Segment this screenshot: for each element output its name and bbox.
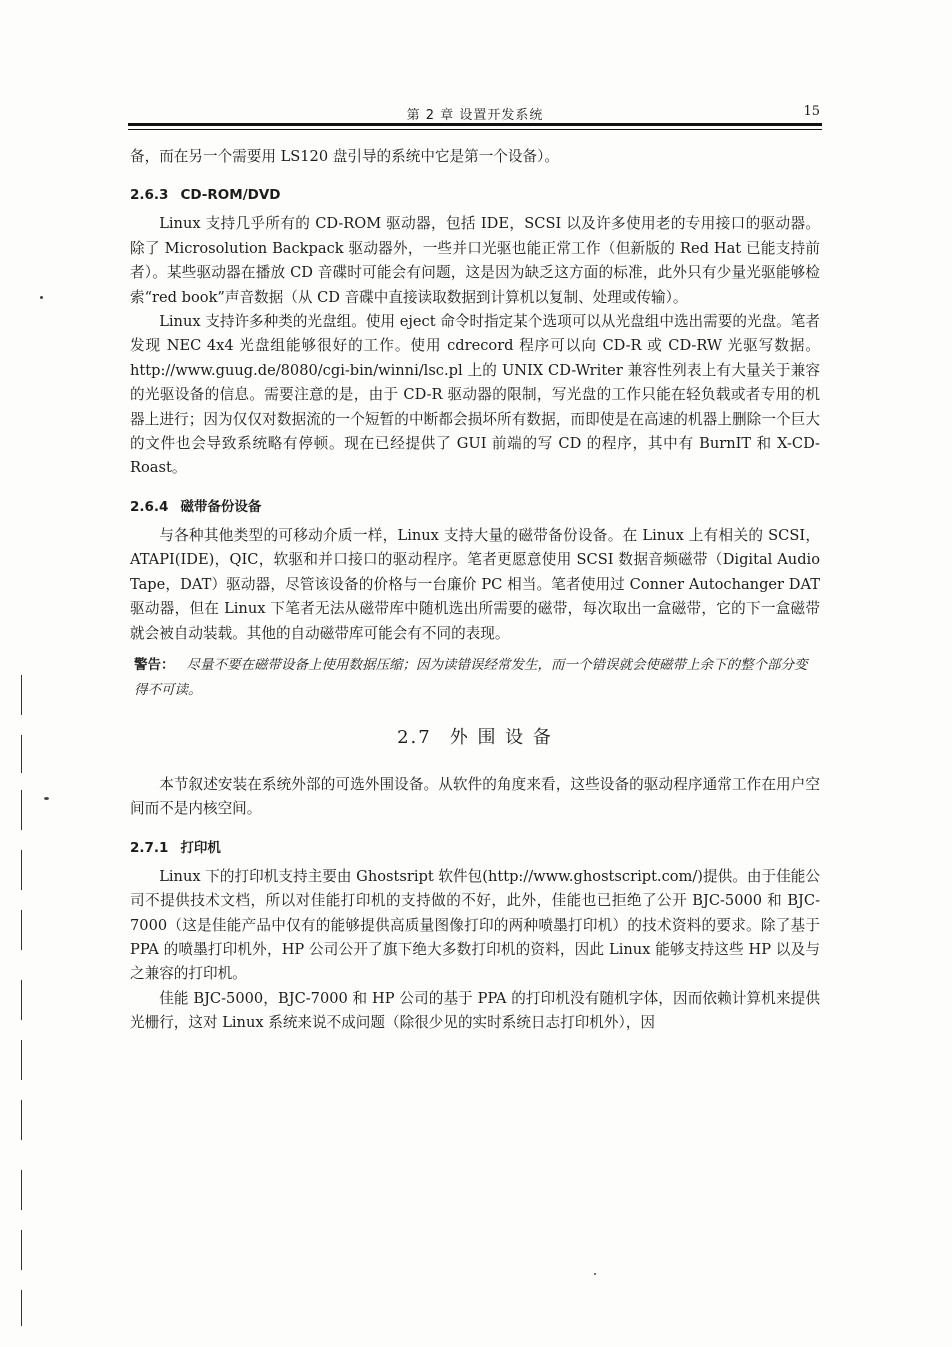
section-heading-2-7-1 — [130, 838, 820, 858]
paragraph: Linux 下的打印机支持主要由 Ghostsript 软件包(http://www.ghostscript.com/)提供。由于佳能公司不提供技术文档，所以对佳能打印机的支持做的不好，此外，佳能也已拒绝了公开 BJC-5000 和 BJC-7000（这是佳能产品中仅有的能够提供高质量图像打印的两种喷墨打印机）的技术资料的要求。除了基于 PPA 的喷墨打印机外，HP 公司公开了旗下绝大多数打印机的资料，因此 Linux 能够支持这些 HP 以及与之兼容的打印机。 — [130, 867, 820, 983]
margin-mark — [21, 790, 22, 830]
paragraph-continued: 备，而在另一个需要用 LS120 盘引导的系统中它是第一个设备）。 — [130, 148, 559, 165]
section-heading-2-6-4 — [130, 497, 820, 517]
section-heading-2-6-3 — [130, 185, 820, 205]
section-number: 2.6.3 — [130, 187, 169, 204]
warning-text: 尽量不要在磁带设备上使用数据压缩；因为读错误经常发生，而一个错误就会使磁带上余下的整个部分变得不可读。 — [134, 656, 808, 698]
paragraph: 本节叙述安装在系统外部的可选外围设备。从软件的角度来看，这些设备的驱动程序通常工作在用户空间而不是内核空间。 — [130, 775, 820, 818]
page-number: 15 — [803, 104, 820, 119]
section-number: 2.7.1 — [130, 839, 169, 856]
margin-mark — [21, 735, 22, 773]
margin-mark — [21, 1290, 22, 1326]
section-title: 磁带备份设备 — [180, 498, 262, 515]
warning-label: 警告： — [134, 656, 175, 673]
section-title: CD-ROM/DVD — [180, 187, 281, 204]
paragraph: 与各种其他类型的可移动介质一样，Linux 支持大量的磁带备份设备。在 Linux 上有相关的 SCSI，ATAPI(IDE)，QIC，软驱和并口接口的驱动程序。笔者更愿意使用 SCSI 数据音频磁带（Digital Audio Tape，DAT）驱动器，尽管该设备的价格与一台廉价 PC 相当。笔者使用过 Conner Autochanger DAT 驱动器，但在 Linux 下笔者无法从磁带库中随机选出所需要的磁带，每次取出一盒磁带，它的下一盒磁带就会被自动装载。其他的自动磁带库可能会有不同的表现。 — [130, 526, 820, 642]
margin-mark — [21, 910, 22, 950]
chapter-title: 第 2 章 设置开发系统 — [406, 108, 544, 123]
scan-speck — [44, 797, 49, 800]
margin-mark — [21, 1170, 22, 1210]
section-number: 2.7 — [397, 726, 432, 748]
warning-note — [134, 653, 820, 703]
margin-mark — [21, 1230, 22, 1270]
scan-speck — [40, 296, 43, 299]
paragraph: Linux 支持许多种类的光盘组。使用 eject 命令时指定某个选项可以从光盘组中选出需要的光盘。笔者发现 NEC 4x4 光盘组能够很好的工作。使用 cdrecord 程序可以向 CD-R 或 CD-RW 光驱写数据。http://www.guug.de/8080/cgi-bin/winni/lsc.pl 上的 UNIX CD-Writer 兼容性列表上有大量关于兼容的光驱设备的信息。需要注意的是，由于 CD-R 驱动器的限制，写光盘的工作只能在轻负载或者专用的机器上进行；因为仅仅对数据流的一个短暂的中断都会损坏所有数据，而即使是在高速的机器上删除一个巨大的文件也会导致系统略有停顿。现在已经提供了 GUI 前端的写 CD 的程序，其中有 BurnIT 和 X-CD-Roast。 — [130, 313, 820, 477]
section-number: 2.6.4 — [130, 498, 169, 515]
section-title: 打印机 — [180, 839, 221, 856]
section-heading-2-7 — [130, 725, 820, 751]
section-title: 外 围 设 备 — [449, 726, 553, 748]
margin-mark — [21, 850, 22, 890]
margin-mark — [21, 1100, 22, 1140]
margin-mark — [21, 675, 22, 715]
scan-speck — [594, 1273, 596, 1275]
header-rule-thick — [128, 123, 822, 126]
paragraph: Linux 支持几乎所有的 CD-ROM 驱动器，包括 IDE，SCSI 以及许多使用老的专用接口的驱动器。除了 Microsolution Backpack 驱动器外，一些并口光驱也能正常工作（但新版的 Red Hat 已能支持前者）。某些驱动器在播放 CD 音碟时可能会有问题，这是因为缺乏这方面的标准，此外只有少量光驱能够检索“red book”声音数据（从 CD 音碟中直接读取数据到计算机以复制、处理或传输）。 — [130, 215, 820, 306]
margin-mark — [21, 980, 22, 1020]
paragraph: 佳能 BJC-5000，BJC-7000 和 HP 公司的基于 PPA 的打印机没有随机字体，因而依赖计算机来提供光栅行，这对 Linux 系统来说不成问题（除很少见的实时系统日志打印机外），因 — [130, 989, 820, 1032]
page-body — [130, 145, 820, 1036]
margin-mark — [21, 1040, 22, 1080]
header-rule-thin — [128, 129, 822, 130]
